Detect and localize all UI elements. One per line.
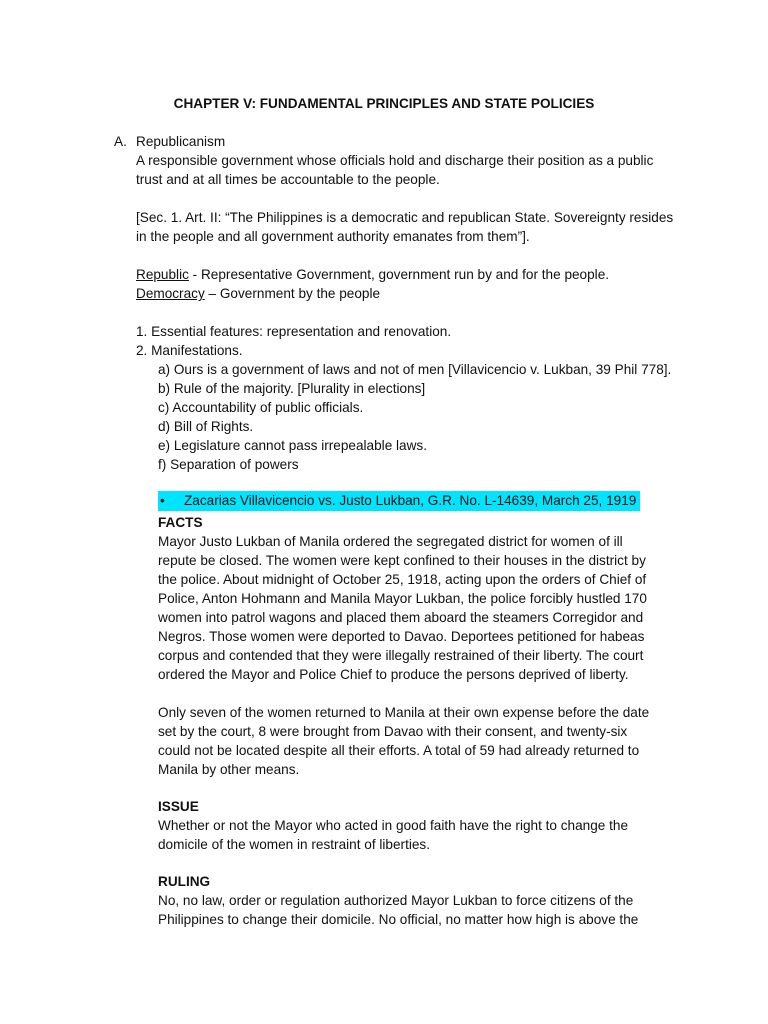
definition-line: trust and at all times be accountable to the people.	[136, 172, 440, 187]
facts-continued-line: set by the court, 8 were brought from Davao with their consent, and twenty-six	[158, 724, 628, 739]
republic-term: Republic	[136, 267, 189, 282]
manifestation-item: a) Ours is a government of laws and not of men [Villavicencio v. Lukban, 39 Phil 778].	[158, 362, 672, 377]
facts-heading: FACTS	[158, 515, 203, 530]
facts-line: Police, Anton Hohmann and Manila Mayor Lukban, the police forcibly hustled 170	[158, 591, 647, 606]
democracy-term: Democracy	[136, 286, 205, 301]
section-heading: Republicanism	[136, 134, 226, 149]
republic-def: - Representative Government, government run by and for the people.	[188, 267, 610, 282]
facts-line: women into patrol wagons and placed them aboard the steamers Corregidor and	[158, 610, 644, 625]
facts-line: ordered the Mayor and Police Chief to produce the persons deprived of liberty.	[158, 667, 629, 682]
manifestation-item: d) Bill of Rights.	[158, 419, 254, 434]
manifestation-item: b) Rule of the majority. [Plurality in elections]	[158, 381, 426, 396]
democracy-def: – Government by the people	[204, 286, 381, 301]
republic-definition	[136, 265, 609, 284]
democracy-definition	[136, 284, 380, 303]
case-title-highlight	[158, 491, 640, 511]
bullet-icon: •	[160, 493, 165, 508]
section-marker: A.	[114, 134, 127, 149]
issue-line: domicile of the women in restraint of liberties.	[158, 837, 430, 852]
manifestations-heading: 2. Manifestations.	[136, 343, 243, 358]
ruling-heading: RULING	[158, 874, 211, 889]
case-title: Zacarias Villavicencio vs. Justo Lukban, G.R. No. L-14639, March 25, 1919	[184, 493, 637, 508]
manifestation-item: f) Separation of powers	[158, 457, 299, 472]
quote-line: [Sec. 1. Art. II: “The Philippines is a democratic and republican State. Sovereignty resides	[136, 210, 674, 225]
definition-line: A responsible government whose officials hold and discharge their position as a public	[136, 153, 654, 168]
ruling-line: No, no law, order or regulation authorized Mayor Lukban to force citizens of the	[158, 893, 634, 908]
manifestation-item: e) Legislature cannot pass irrepealable laws.	[158, 438, 428, 453]
facts-continued-line: Only seven of the women returned to Manila at their own expense before the date	[158, 705, 650, 720]
facts-line: Negros. Those women were deported to Davao. Deportees petitioned for habeas	[158, 629, 645, 644]
facts-continued-line: could not be located despite all their efforts. A total of 59 had already returned to	[158, 743, 640, 758]
facts-line: repute be closed. The women were kept confined to their houses in the district by	[158, 553, 646, 568]
quote-line: in the people and all government authority emanates from them”].	[136, 229, 530, 244]
issue-heading: ISSUE	[158, 799, 199, 814]
features-item: 1. Essential features: representation and renovation.	[136, 324, 452, 339]
issue-line: Whether or not the Mayor who acted in good faith have the right to change the	[158, 818, 629, 833]
facts-line: Mayor Justo Lukban of Manila ordered the segregated district for women of ill	[158, 534, 623, 549]
ruling-line: Philippines to change their domicile. No official, no matter how high is above the	[158, 912, 639, 927]
manifestation-item: c) Accountability of public officials.	[158, 400, 364, 415]
facts-line: the police. About midnight of October 25, 1918, acting upon the orders of Chief of	[158, 572, 647, 587]
facts-line: corpus and contended that they were illegally restrained of their liberty. The court	[158, 648, 644, 663]
chapter-title: CHAPTER V: FUNDAMENTAL PRINCIPLES AND STATE POLICIES	[173, 96, 595, 111]
facts-continued-line: Manila by other means.	[158, 762, 300, 777]
